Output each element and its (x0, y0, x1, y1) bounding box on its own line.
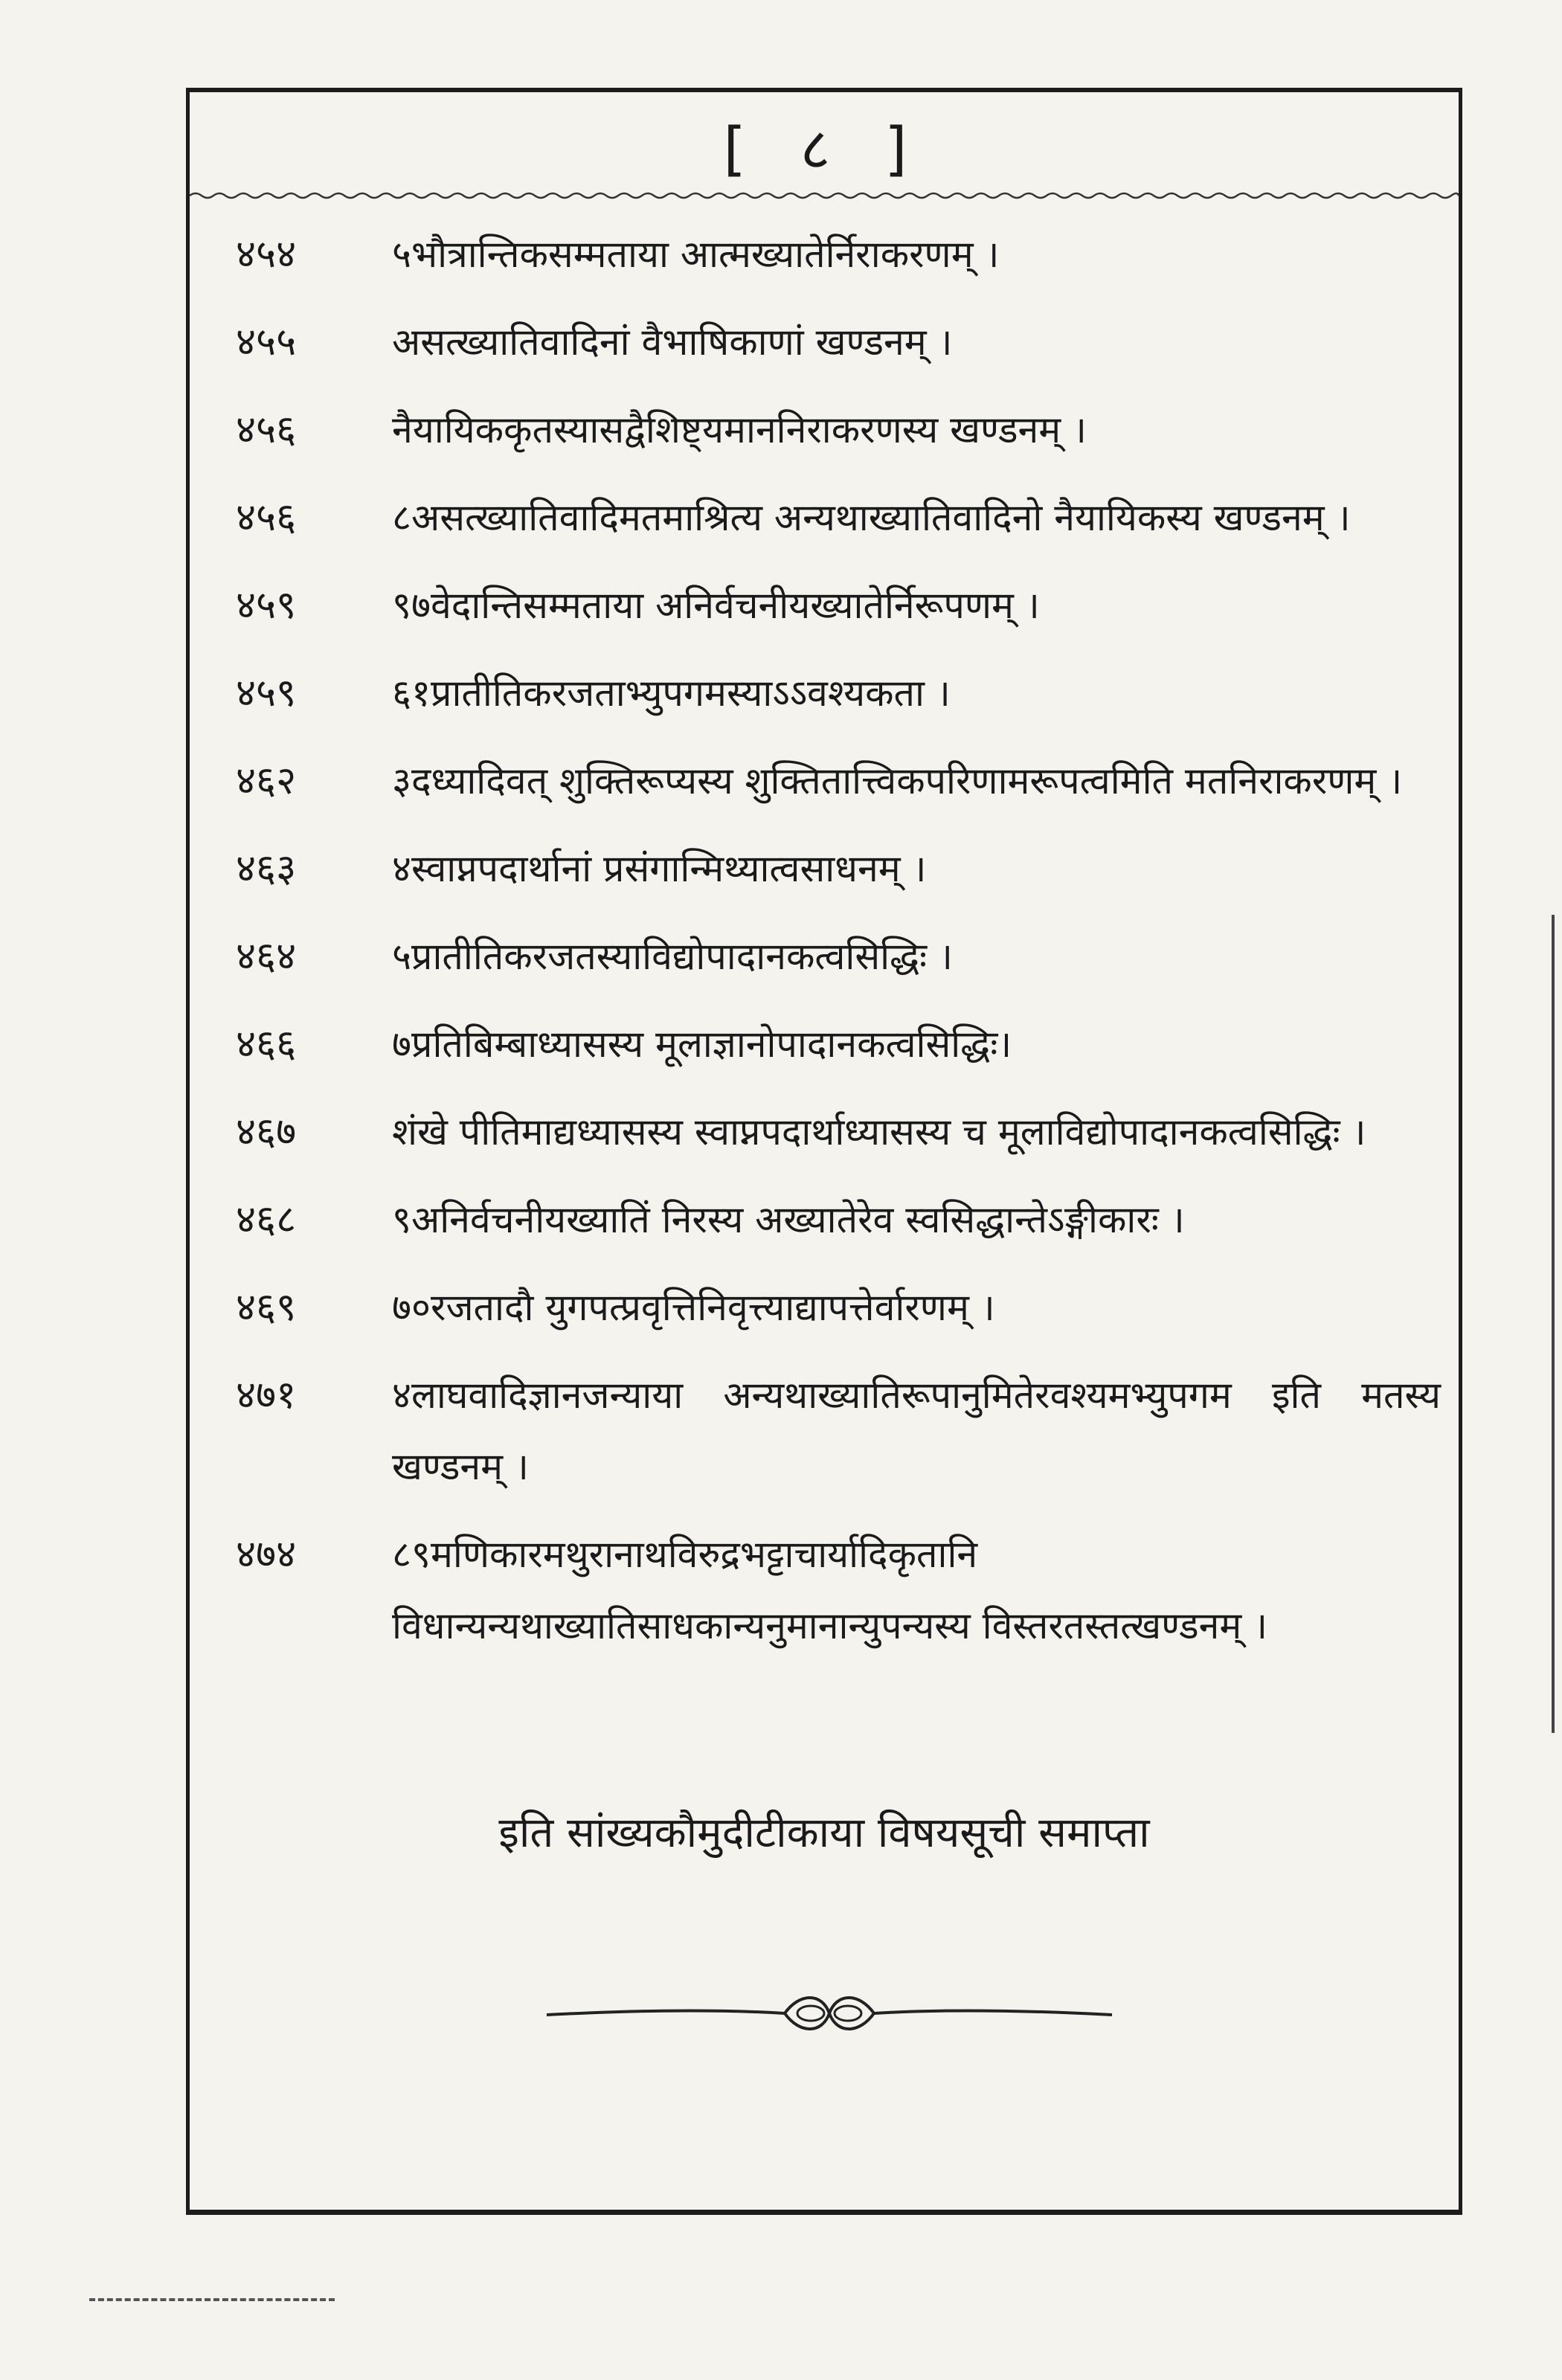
entry-topic: ४लाघवादिज्ञानजन्याया अन्यथाख्यातिरूपानुमितेरवश्यमभ्युपगम इति मतस्य खण्डनम् । (392, 1374, 1441, 1488)
entry-page-number: ४५९ (236, 671, 297, 715)
contents-entry (236, 833, 1441, 904)
entry-page-number: ४५६ (236, 408, 297, 452)
contents-entry (236, 219, 1441, 290)
contents-entry (236, 1519, 1441, 1662)
entry-page-number: ४५५ (236, 320, 297, 364)
page-border-frame (186, 88, 1462, 2215)
entry-page-number: ४६८ (236, 1197, 297, 1242)
closing-colophon: इति सांख्यकौमुदीटीकाया विषयसूची समाप्ता (498, 1809, 1150, 1857)
contents-entry (236, 1272, 1441, 1343)
entry-topic: ८असत्ख्यातिवादिमतमाश्रित्य अन्यथाख्यातिवादिनो नैयायिकस्य खण्डनम् । (392, 496, 1351, 539)
entry-topic: ९अनिर्वचनीयख्यातिं निरस्य अख्यातेरेव स्वसिद्धान्तेऽङ्गीकारः । (392, 1198, 1185, 1241)
entry-page-number: ४५४ (236, 232, 297, 277)
entry-topic: ९७वेदान्तिसम्मताया अनिर्वचनीयख्यातेर्निरूपणम् । (392, 584, 1040, 627)
contents-entry (236, 482, 1441, 553)
scan-artifact-dashes (89, 2298, 335, 2304)
scan-artifact-edge (1552, 915, 1555, 1733)
entry-page-number: ४७१ (236, 1373, 297, 1418)
decorative-flourish-ornament (539, 1985, 1119, 2045)
contents-entry (236, 1009, 1441, 1080)
contents-list (236, 219, 1441, 1678)
contents-entry (236, 1184, 1441, 1255)
entry-page-number: ४६४ (236, 934, 297, 979)
contents-entry (236, 657, 1441, 729)
entry-topic: ८९मणिकारमथुरानाथविरुद्रभट्टाचार्यादिकृतानि विधान्यन्यथाख्यातिसाधकान्यनुमानान्युपन्यस्य विस्तरतस्तत्खण्डनम् । (392, 1533, 1268, 1647)
entry-topic: नैयायिककृतस्यासद्वैशिष्ट्यमाननिराकरणस्य खण्डनम् । (392, 408, 1087, 451)
entry-page-number: ४६३ (236, 846, 297, 891)
contents-entry (236, 306, 1441, 378)
entry-topic: ७प्रतिबिम्बाध्यासस्य मूलाज्ञानोपादानकत्वसिद्धिः। (392, 1023, 1012, 1066)
page-number: [ ८ ] (723, 116, 925, 183)
entry-topic: असत्ख्यातिवादिनां वैभाषिकाणां खण्डनम् । (392, 321, 953, 364)
contents-entry (236, 745, 1441, 817)
contents-entry (236, 394, 1441, 466)
entry-topic: ४स्वाप्नपदार्थानां प्रसंगान्मिथ्यात्वसाधनम् । (392, 847, 927, 890)
entry-page-number: ४६६ (236, 1022, 297, 1067)
entry-topic: ३दध्यादिवत् शुक्तिरूप्यस्य शुक्तितात्त्विकपरिणामरूपत्वमिति मतनिराकरणम् । (392, 759, 1403, 803)
contents-entry (236, 1096, 1441, 1168)
contents-entry (236, 570, 1441, 641)
contents-entry (236, 921, 1441, 992)
entry-topic: ६१प्रातीतिकरजताभ्युपगमस्याऽऽवश्यकता । (392, 672, 951, 715)
entry-topic: शंखे पीतिमाद्यध्यासस्य स्वाप्नपदार्थाध्यासस्य च मूलाविद्योपादानकत्वसिद्धिः । (392, 1110, 1366, 1154)
entry-topic: ५प्रातीतिकरजतस्याविद्योपादानकत्वसिद्धिः । (392, 935, 953, 978)
contents-entry (236, 1360, 1441, 1502)
entry-page-number: ४५९ (236, 583, 297, 628)
entry-page-number: ४६९ (236, 1285, 297, 1330)
entry-topic: ५भौत्रान्तिकसम्मताया आत्मख्यातेर्निराकरणम् । (392, 233, 1000, 276)
entry-page-number: ४६२ (236, 759, 297, 803)
entry-page-number: ४६७ (236, 1110, 297, 1154)
entry-page-number: ४५६ (236, 495, 297, 540)
wavy-rule-divider (190, 190, 1459, 201)
entry-page-number: ४७४ (236, 1532, 297, 1577)
entry-topic: ७०रजतादौ युगपत्प्रवृत्तिनिवृत्त्याद्यापत्तेर्वारणम् । (392, 1286, 995, 1329)
